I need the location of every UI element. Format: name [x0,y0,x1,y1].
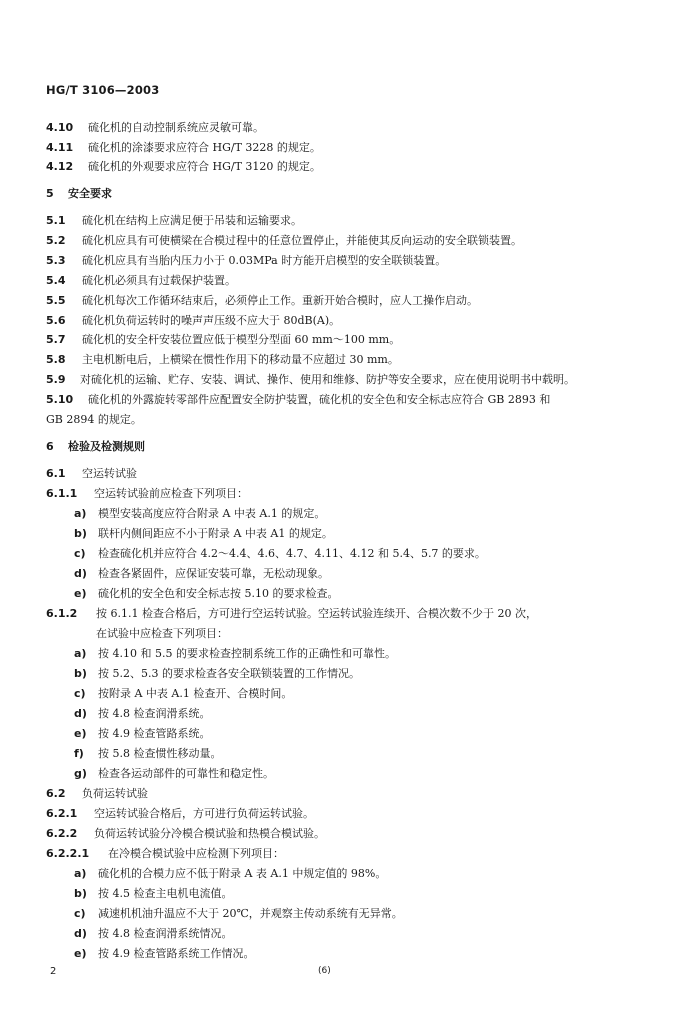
page-number: 2 [50,966,57,977]
clause-number: e) [74,947,87,960]
clause-text: 硫化机的外露旋转零部件应配置安全防护装置，硫化机的安全色和安全标志应符合 GB 2893 和 [88,393,551,406]
clause-line [0,212,680,230]
clause-line [0,411,680,429]
clause-text: GB 2894 的规定。 [46,413,142,426]
clause-number: e) [74,727,87,740]
clause-number: 6.2.1 [46,807,78,820]
clause-number: b) [74,667,87,680]
clause-number: d) [74,707,87,720]
clause-line [0,725,680,743]
clause-line [0,272,680,290]
clause-text: 对硫化机的运输、贮存、安装、调试、操作、使用和维修、防护等安全要求，应在使用说明书中载明。 [80,373,575,386]
clause-text: 减速机机油升温应不大于 20℃，并观察主传动系统有无异常。 [98,907,403,920]
clause-number: 6.2.2.1 [46,847,90,860]
clause-line [0,505,680,523]
clause-text: 硫化机应具有可使横梁在合模过程中的任意位置停止，并能使其反向运动的安全联锁装置。 [82,234,522,247]
clause-number: 6.1 [46,467,66,480]
clause-line [0,565,680,583]
clause-number: a) [74,647,87,660]
clause-number: 5.4 [46,274,66,287]
standard-code: HG/T 3106—2003 [46,83,160,97]
page-mark: (6) [318,966,331,976]
clause-line [0,312,680,330]
clause-line [0,252,680,270]
clause-text: 按 5.2、5.3 的要求检查各安全联锁装置的工作情况。 [98,667,360,680]
clause-line [0,292,680,310]
clause-line [0,945,680,963]
clause-number: c) [74,547,86,560]
clause-number: a) [74,867,87,880]
clause-text: 硫化机的安全杆安装位置应低于模型分型面 60 mm～100 mm。 [82,333,401,346]
clause-line [0,525,680,543]
clause-text: 按 4.9 检查管路系统。 [98,727,211,740]
clause-line [0,232,680,250]
clause-number: b) [74,527,87,540]
clause-text: 按 4.10 和 5.5 的要求检查控制系统工作的正确性和可靠性。 [98,647,396,660]
clause-line [0,585,680,603]
clause-text: 负荷运转试验分冷模合模试验和热模合模试验。 [94,827,325,840]
clause-number: 4.12 [46,160,74,173]
clause-text: 按 4.8 检查润滑系统情况。 [98,927,233,940]
clause-text: 联杆内侧间距应不小于附录 A 中表 A1 的规定。 [98,527,333,540]
clause-line [0,351,680,369]
clause-text: 空运转试验 [82,467,137,480]
clause-line [0,705,680,723]
section-heading [0,438,680,456]
clause-text: 硫化机负荷运转时的噪声声压级不应大于 80dB(A)。 [82,314,341,327]
clause-number: 6.2 [46,787,66,800]
clause-number: c) [74,687,86,700]
clause-text: 模型安装高度应符合附录 A 中表 A.1 的规定。 [98,507,326,520]
clause-number: 6.1.2 [46,607,78,620]
clause-number: 5.9 [46,373,66,386]
clause-text: 主电机断电后，上横梁在惯性作用下的移动量不应超过 30 mm。 [82,353,399,366]
clause-line [0,465,680,483]
clause-text: 空运转试验前应检查下列项目： [94,487,248,500]
clause-number: 5 [46,187,54,200]
clause-text: 在冷模合模试验中应检测下列项目： [108,847,284,860]
clause-number: a) [74,507,87,520]
clause-line [0,825,680,843]
clause-line [0,765,680,783]
clause-line [0,925,680,943]
clause-text: 按 4.8 检查润滑系统。 [98,707,211,720]
clause-text: 按 6.1.1 检查合格后，方可进行空运转试验。空运转试验连续开、合模次数不少于 20 次， [96,607,537,620]
clause-line [0,139,680,157]
clause-line [0,885,680,903]
clause-line [0,391,680,409]
clause-line [0,685,680,703]
clause-text: 检验及检测规则 [68,440,145,453]
clause-line [0,785,680,803]
clause-text: 按 5.8 检查惯性移动量。 [98,747,222,760]
clause-line [0,371,680,389]
clause-number: 5.7 [46,333,66,346]
clause-number: e) [74,587,87,600]
section-heading [0,185,680,203]
clause-number: 5.5 [46,294,66,307]
clause-line [0,745,680,763]
clause-number: 5.3 [46,254,66,267]
clause-number: 6.2.2 [46,827,78,840]
clause-number: d) [74,927,87,940]
clause-text: 在试验中应检查下列项目： [96,627,228,640]
clause-line [0,665,680,683]
clause-text: 硫化机每次工作循环结束后，必须停止工作。重新开始合模时，应人工操作启动。 [82,294,478,307]
clause-number: 6.1.1 [46,487,78,500]
clause-line [0,119,680,137]
clause-number: 5.2 [46,234,66,247]
clause-line [0,805,680,823]
clause-number: g) [74,767,87,780]
clause-line [0,545,680,563]
clause-number: f) [74,747,84,760]
clause-text: 安全要求 [68,187,112,200]
clause-text: 按附录 A 中表 A.1 检查开、合模时间。 [98,687,293,700]
clause-line [0,845,680,863]
clause-text: 硫化机的合模力应不低于附录 A 表 A.1 中规定值的 98%。 [98,867,387,880]
clause-text: 负荷运转试验 [82,787,148,800]
clause-text: 按 4.9 检查管路系统工作情况。 [98,947,255,960]
clause-text: 硫化机的自动控制系统应灵敏可靠。 [88,121,264,134]
clause-number: 5.10 [46,393,74,406]
clause-text: 硫化机应具有当胎内压力小于 0.03MPa 时方能开启模型的安全联锁装置。 [82,254,447,267]
clause-line [0,905,680,923]
clause-line [0,485,680,503]
clause-number: d) [74,567,87,580]
clause-line [0,605,680,623]
clause-number: 5.8 [46,353,66,366]
clause-text: 硫化机必须具有过载保护装置。 [82,274,236,287]
clause-number: 4.10 [46,121,74,134]
clause-line [0,625,680,643]
clause-text: 检查各运动部件的可靠性和稳定性。 [98,767,274,780]
clause-number: c) [74,907,86,920]
clause-line [0,645,680,663]
clause-text: 硫化机的外观要求应符合 HG/T 3120 的规定。 [88,160,321,173]
clause-number: 5.1 [46,214,66,227]
clause-text: 检查硫化机并应符合 4.2～4.4、4.6、4.7、4.11、4.12 和 5.4、5.7 的要求。 [98,547,486,560]
clause-number: 6 [46,440,54,453]
clause-text: 空运转试验合格后，方可进行负荷运转试验。 [94,807,314,820]
clause-line [0,331,680,349]
clause-text: 检查各紧固件，应保证安装可靠，无松动现象。 [98,567,329,580]
clause-number: b) [74,887,87,900]
clause-text: 硫化机在结构上应满足便于吊装和运输要求。 [82,214,302,227]
clause-text: 硫化机的安全色和安全标志按 5.10 的要求检查。 [98,587,339,600]
clause-text: 硫化机的涂漆要求应符合 HG/T 3228 的规定。 [88,141,321,154]
clause-number: 5.6 [46,314,66,327]
clause-number: 4.11 [46,141,74,154]
clause-line [0,865,680,883]
clause-text: 按 4.5 检查主电机电流值。 [98,887,233,900]
clause-line [0,158,680,176]
